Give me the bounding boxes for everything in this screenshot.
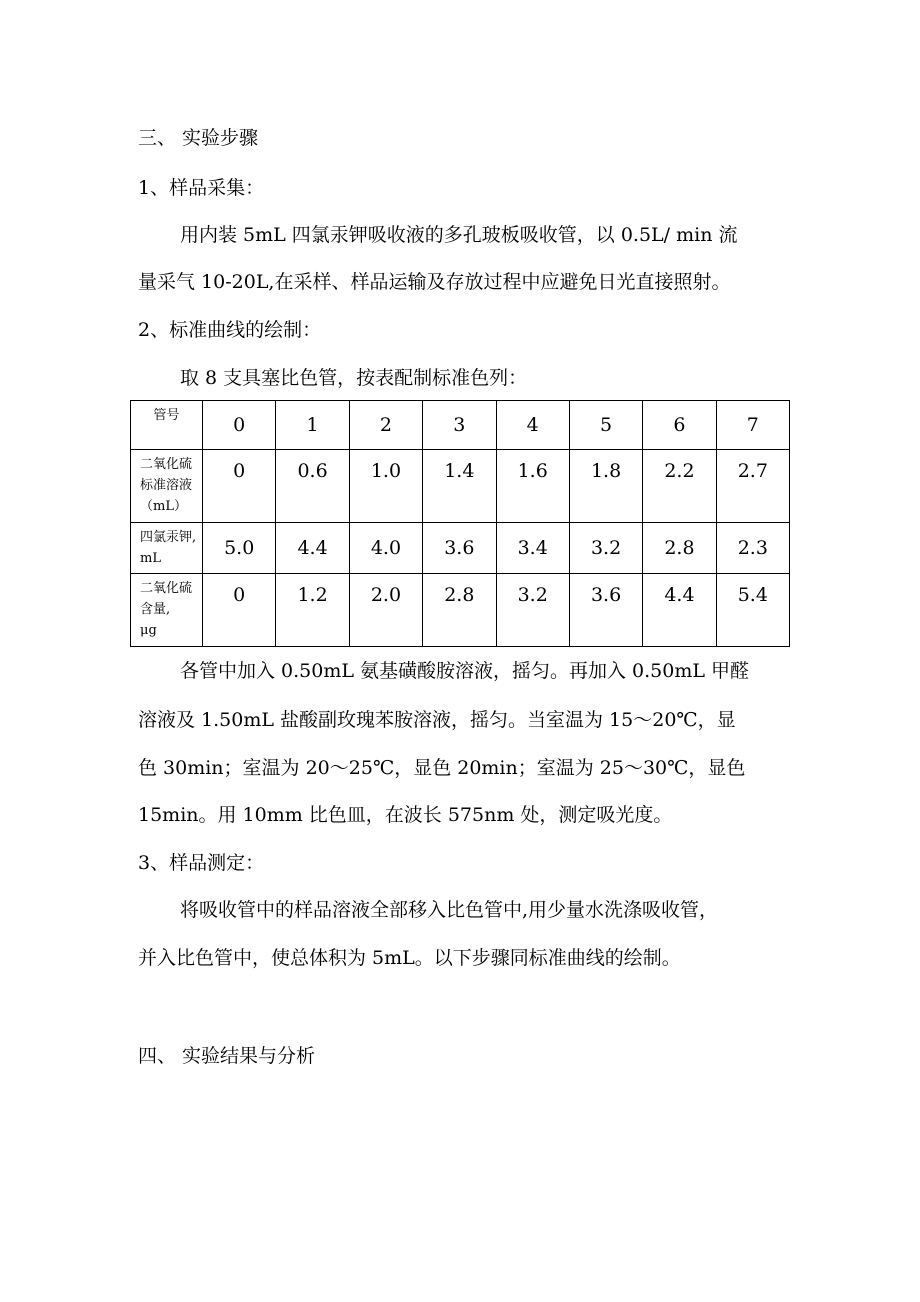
tube-number: 7	[716, 401, 789, 450]
row-label-line: （mL）	[140, 499, 187, 514]
table-cell: 2.8	[423, 574, 496, 647]
table-cell: 1.8	[569, 450, 642, 523]
row-label-line: 四氯汞钾,	[140, 530, 197, 545]
table-cell: 2.7	[716, 450, 789, 523]
step-2-intro: 取 8 支具塞比色管，按表配制标准色列：	[180, 367, 528, 389]
row-label-line: 标准溶液	[140, 478, 193, 493]
section-3-heading: 三、 实验步骤	[138, 127, 259, 149]
table-cell: 0.6	[276, 450, 349, 523]
tube-number: 3	[423, 401, 496, 450]
tube-number: 0	[203, 401, 276, 450]
table-cell: 0	[203, 450, 276, 523]
tube-number: 4	[496, 401, 569, 450]
table-cell: 2.8	[643, 523, 716, 574]
table-cell: 4.4	[276, 523, 349, 574]
table-cell: 3.6	[423, 523, 496, 574]
tube-number: 5	[569, 401, 642, 450]
table-cell: 2.2	[643, 450, 716, 523]
step-1-title: 1、样品采集：	[138, 177, 265, 199]
table-cell: 1.6	[496, 450, 569, 523]
step-3-title: 3、样品测定：	[138, 852, 265, 874]
row-label	[131, 450, 203, 523]
table-cell: 2.0	[349, 574, 422, 647]
step-2-paragraph-line-2: 溶液及 1.50mL 盐酸副玫瑰苯胺溶液，摇匀。当室温为 15～20℃，显	[138, 709, 736, 731]
table-row	[131, 523, 790, 574]
tube-number: 2	[349, 401, 422, 450]
table-row	[131, 450, 790, 523]
table-header-row	[131, 401, 790, 450]
table-cell: 5.4	[716, 574, 789, 647]
step-3-paragraph-line-2: 并入比色管中，使总体积为 5mL。以下步骤同标准曲线的绘制。	[138, 947, 681, 969]
step-1-paragraph-line-1: 用内装 5mL 四氯汞钾吸收液的多孔玻板吸收管，以 0.5L/ min 流	[180, 224, 738, 246]
step-2-paragraph-line-4: 15min。用 10mm 比色皿，在波长 575nm 处，测定吸光度。	[138, 804, 673, 826]
step-3-paragraph-line-1: 将吸收管中的样品溶液全部移入比色管中,用少量水洗涤吸收管，	[180, 899, 719, 921]
row-label-line: 二氧化硫	[140, 457, 193, 472]
table-cell: 0	[203, 574, 276, 647]
table-cell: 1.4	[423, 450, 496, 523]
table-cell: 1.2	[276, 574, 349, 647]
row-label	[131, 523, 203, 574]
table-cell: 4.4	[643, 574, 716, 647]
table-cell: 5.0	[203, 523, 276, 574]
table-header-label: 管号	[131, 401, 203, 450]
tube-number: 1	[276, 401, 349, 450]
section-4-heading: 四、 实验结果与分析	[138, 1045, 316, 1067]
row-label-line: μg	[140, 623, 157, 638]
row-label-line: 二氧化硫	[140, 581, 193, 596]
tube-number: 6	[643, 401, 716, 450]
table-cell: 2.3	[716, 523, 789, 574]
row-label-line: 含量,	[140, 602, 171, 617]
step-2-paragraph-line-3: 色 30min；室温为 20～25℃，显色 20min；室温为 25～30℃，显色	[138, 757, 746, 779]
table-cell: 3.6	[569, 574, 642, 647]
table-cell: 3.2	[569, 523, 642, 574]
row-label-line: mL	[140, 551, 161, 566]
step-1-paragraph-line-2: 量采气 10-20L,在采样、样品运输及存放过程中应避免日光直接照射。	[138, 271, 731, 293]
table-cell: 4.0	[349, 523, 422, 574]
table-cell: 3.2	[496, 574, 569, 647]
standard-series-table	[130, 400, 790, 647]
table-row	[131, 574, 790, 647]
step-2-paragraph-line-1: 各管中加入 0.50mL 氨基磺酸胺溶液，摇匀。再加入 0.50mL 甲醛	[180, 660, 750, 682]
table-cell: 1.0	[349, 450, 422, 523]
table-cell: 3.4	[496, 523, 569, 574]
row-label	[131, 574, 203, 647]
step-2-title: 2、标准曲线的绘制：	[138, 319, 322, 341]
